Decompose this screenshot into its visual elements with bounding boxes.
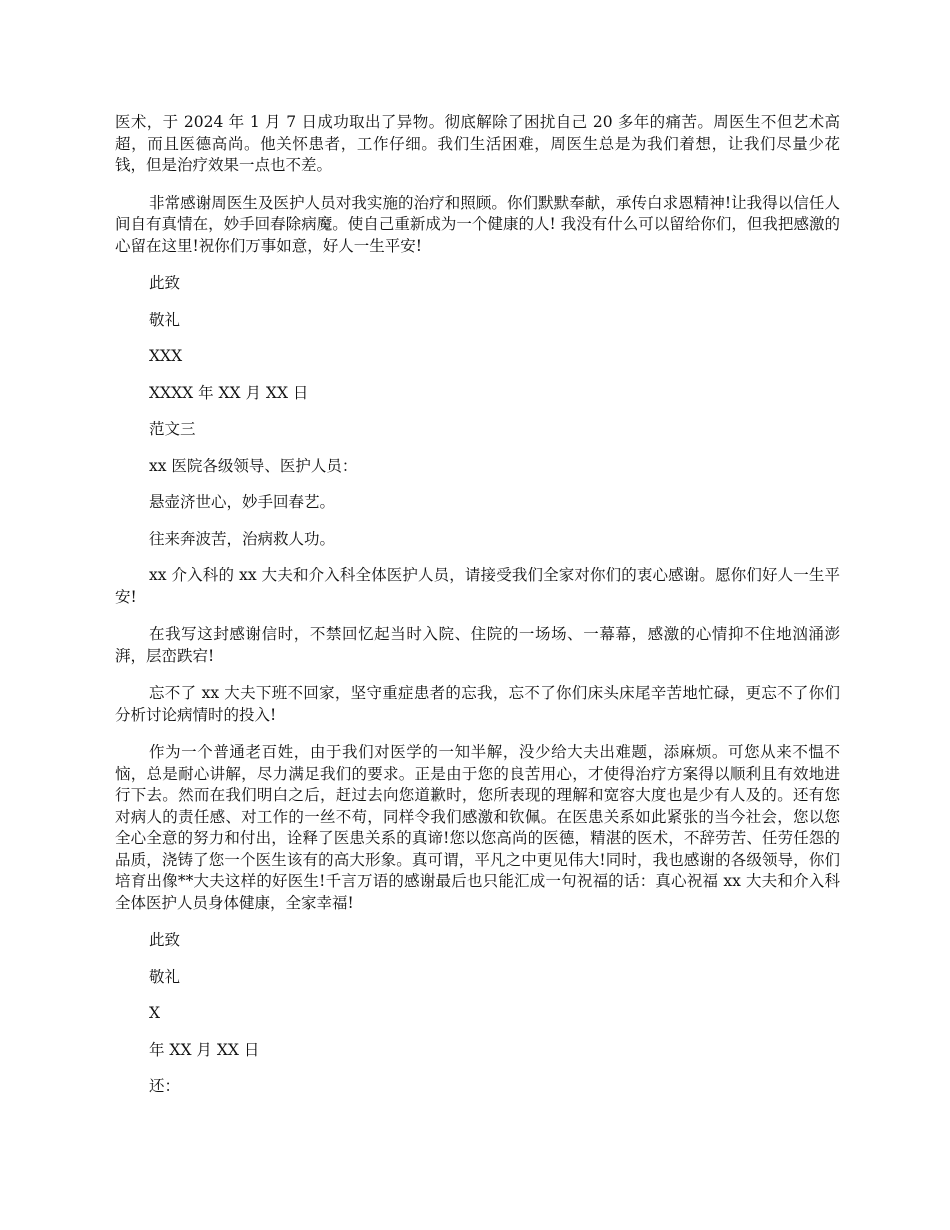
paragraph-thanks-doctor: 非常感谢周医生及医护人员对我实施的治疗和照顾。你们默默奉献，承传白求恩精神!让我得以信任人间自有真情在，妙手回春除病魔。使自己重新成为一个健康的人! 我没有什么可以留给你们，但我把感激的心留在这里!祝你们万事如意，好人一生平安!	[115, 193, 840, 255]
paragraph-thanks-department: xx 介入科的 xx 大夫和介入科全体医护人员，请接受我们全家对你们的衷心感谢。愿你们好人一生平安!	[115, 566, 840, 606]
signature: XXX	[149, 347, 183, 365]
salutation: 敬礼	[149, 310, 181, 329]
closing-phrase: 此致	[149, 274, 181, 292]
closing-phrase: 此致	[149, 931, 181, 949]
verse-line: 往来奔波苦，治病救人功。	[149, 529, 336, 548]
signature: X	[149, 1004, 161, 1022]
letter-date: XXXX 年 XX 月 XX 日	[149, 383, 309, 402]
section-title: 范文三	[149, 420, 196, 438]
paragraph-dedication: 忘不了 xx 大夫下班不回家，坚守重症患者的忘我，忘不了你们床头床尾辛苦地忙碌，更忘不了你们分析讨论病情时的投入!	[115, 684, 840, 724]
document-page	[115, 112, 840, 1113]
verse-line: 悬壶济世心，妙手回春艺。	[149, 493, 336, 511]
paragraph-surgery-outcome: 医术，于 2024 年 1 月 7 日成功取出了异物。彻底解除了困扰自己 20 多年的痛苦。周医生不但艺术高超，而且医德高尚。他关怀患者，工作仔细。我们生活困难，周医生总是为我们着想，让我们尽量少花钱，但是治疗效果一点也不差。	[115, 113, 840, 174]
salutation: 敬礼	[149, 967, 181, 986]
letter-greeting: xx 医院各级领导、医护人员：	[149, 456, 358, 475]
letter-date: 年 XX 月 XX 日	[149, 1040, 260, 1059]
paragraph-memories: 在我写这封感谢信时，不禁回忆起当时入院、住院的一场场、一幕幕，感激的心情抑不住地汹涌澎湃，层峦跌宕!	[115, 625, 840, 665]
paragraph-gratitude-long: 作为一个普通老百姓，由于我们对医学的一知半解，没少给大夫出难题，添麻烦。可您从来不愠不恼，总是耐心讲解，尽力满足我们的要求。正是由于您的良苦用心，才使得治疗方案得以顺利且有效地进行下去。然而在我们明白之后，赶过去向您道歉时，您所表现的理解和宽容大度也是少有人及的。还有您对病人的责任感、对工作的一丝不苟，同样令我们感激和钦佩。在医患关系如此紧张的当今社会，您以您全心全意的努力和付出，诠释了医患关系的真谛!您以您高尚的医德，精湛的医术，不辞劳苦、任劳任怨的品质，浇铸了您一个医生该有的高大形象。真可谓，平凡之中更见伟大!同时，我也感谢的各级领导，你们培育出像**大夫这样的好医生!千言万语的感谢最后也只能汇成一句祝福的话：真心祝福 xx 大夫和介入科全体医护人员身体健康，全家幸福!	[115, 743, 840, 912]
trailing-text: 还：	[149, 1077, 181, 1095]
